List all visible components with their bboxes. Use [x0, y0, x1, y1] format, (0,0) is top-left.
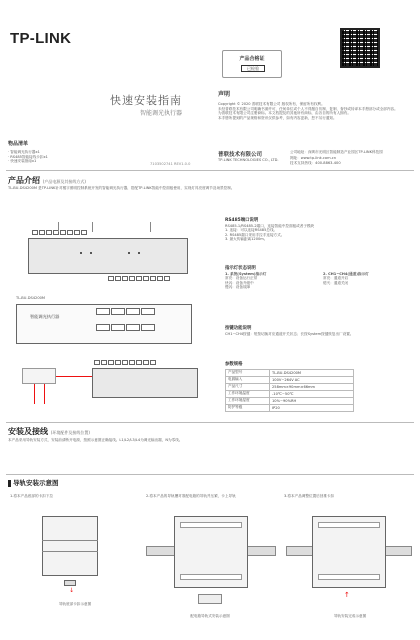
indicator-col2-title: 2. CH1~CH4(通道)指示灯 [323, 271, 369, 276]
device-name: 智能调光执行器 [30, 314, 60, 319]
rail-step2-drawing [146, 508, 276, 608]
rail-title-text: 导轨安装示意图 [13, 479, 59, 487]
support-hotline: 技术支持热线：400-8863-400 [290, 161, 341, 165]
device-wiring-body [92, 368, 198, 398]
certificate-badge [222, 50, 282, 78]
rail-title [8, 478, 59, 487]
arrow-down-icon: ↓ [69, 587, 75, 594]
intro-title-text: 产品介绍 [8, 176, 40, 185]
rs485-line: RS485-1/RS485-2端口，连接智能中控面板或者子模块 [225, 223, 315, 228]
table-row: 电源输入 100V~264V AC [226, 376, 354, 383]
rs485-box [22, 368, 56, 384]
packing-item: · RS485智能接线卡扣x1 [8, 154, 48, 159]
statement-line: 为普联技术有限公司注册商标。本文档提及的其他所有商标，由各自的所有人拥有。 [218, 111, 351, 116]
company-name: 普联技术有限公司 [218, 152, 263, 158]
rail-step: 1.将本产品底部的卡扣下拉 [10, 494, 53, 498]
intro-note: (产品电源及其接线方式) [42, 179, 86, 184]
page-subtitle: 智能调光执行器 [140, 110, 183, 117]
indicator-item: 快闪：设备升级中 [225, 280, 254, 285]
statement-line: 未经普联技术有限公司明确书面许可，任何单位或个人不得擅自仿制、复制、誊抄或转译本手册部分或全部内容。 [218, 106, 398, 111]
indicator-col1-title: 1. 系统(System)指示灯 [225, 271, 267, 276]
rail-caption: 导轨底部卡扣示意图 [58, 602, 92, 606]
company-address: 公司地址：深圳市光明区智能制造产业园区TP-LINK科技园 [290, 150, 383, 154]
packing-item: · 快速安装指南x1 [8, 159, 37, 164]
company-en: TP-LINK TECHNOLOGIES CO., LTD. [218, 158, 279, 162]
rail-caption: 导轨安装完成示意图 [333, 614, 367, 618]
packing-title: 物品清单 [8, 141, 29, 147]
page-title: 快速安装指南 [110, 94, 182, 107]
intro-text: TL-BU-DS4200M 是TP-LINK针对楼宇照明控制系统开发的智能调光执行器，搭配TP-LINK智能中控面板使用，实现灯具亮度调节及场景控制。 [8, 186, 235, 190]
cert-stamp: 已检验 [241, 65, 265, 72]
qr-code-icon [340, 28, 380, 68]
rs485-section [225, 218, 415, 242]
bottom-terminal-block [108, 276, 171, 281]
indicator-item: 常亮：通道开启 [323, 276, 349, 281]
table-row: 防护等级 IP20 [226, 404, 354, 411]
rail-step: 2.将本产品的导轨槽对准配电箱的导轨并压紧，卡上导轨 [146, 494, 236, 498]
spec-table [225, 369, 354, 412]
channel-buttons [96, 308, 156, 315]
indicator-item: 常亮：设备运行正常 [225, 276, 258, 281]
device-top-diagram [28, 230, 188, 286]
arrow-up-icon: ↑ [344, 591, 350, 599]
divider [6, 170, 414, 171]
rs485-title: RS485端口说明 [225, 218, 259, 223]
section-marker-icon [8, 480, 11, 487]
divider [6, 422, 414, 423]
rail-caption: 配电箱导轨式安装示意图 [190, 614, 230, 618]
cert-title: 产品合格证 [239, 56, 265, 62]
packing-list [8, 150, 48, 164]
wiring-diagram [16, 358, 200, 418]
table-row: 产品型号 TL-BU-DS4200M [226, 369, 354, 376]
brand-logo: TP-LINK [10, 30, 72, 47]
button-text: CH1~CH4按键：短按切换对应通道开关状态；长按System按键恢复出厂设置。 [225, 331, 354, 336]
rs485-line: 2. RS485端口采用手拉手连接方式。 [225, 232, 285, 237]
channel-leds [96, 324, 156, 331]
model-label: TL-BU-DS4200M [16, 296, 45, 300]
install-text: 本产品采用导轨安装方式，安装前请断开电源，按照示意图正确接线。L1/L2/L3/L4为调光输出端，N为零线。 [8, 438, 183, 442]
spec-title: 参数规格 [225, 362, 243, 367]
install-note: (环境配件及接线位置) [50, 430, 90, 435]
document-code: 7103502741 REV1.0.0 [150, 162, 191, 166]
indicator-title: 指示灯状态说明 [225, 266, 256, 271]
table-row: 产品尺寸 258mm×90mm×66mm [226, 383, 354, 390]
button-title: 按键功能说明 [225, 326, 252, 331]
statement-title: 声明 [218, 91, 231, 98]
statement-line: Copyright © 2020 普联技术有限公司 版权所有，保留所有权利。 [218, 102, 325, 106]
statement-lines [218, 102, 398, 120]
button-section [225, 326, 410, 336]
rail-step1-drawing [20, 510, 120, 600]
table-row: 工作环境温度 -10℃~50℃ [226, 390, 354, 397]
indicator-item: 熄灭：通道关闭 [323, 280, 349, 285]
device-body [28, 238, 188, 274]
rail-step: 3.将本产品调整位置后回推卡扣 [284, 494, 335, 498]
statement-line: 本手册所提到的产品规格和资讯仅供参考，如有内容更新，恕不另行通知。 [218, 115, 337, 120]
table-row: 工作环境湿度 10%~90%RH [226, 397, 354, 404]
spec-section [225, 362, 354, 412]
packing-item: · 智能调光执行器x1 [8, 150, 40, 154]
install-title-text: 安装及接线 [8, 427, 48, 436]
indicator-section [225, 266, 415, 290]
device-panel-diagram [16, 296, 196, 352]
rs485-line: 1. 连接：可以连接RS485总线。 [225, 228, 278, 233]
rs485-line: 3. 最大传输距离1200m。 [225, 237, 268, 242]
indicator-item: 慢闪：设备故障 [225, 285, 251, 290]
rail-step3-drawing [286, 508, 412, 608]
intro-title [8, 175, 86, 186]
company-website: 网址：www.tp-link.com.cn [290, 156, 336, 160]
divider [6, 474, 414, 475]
top-terminal-block [32, 230, 88, 235]
install-title [8, 426, 90, 437]
